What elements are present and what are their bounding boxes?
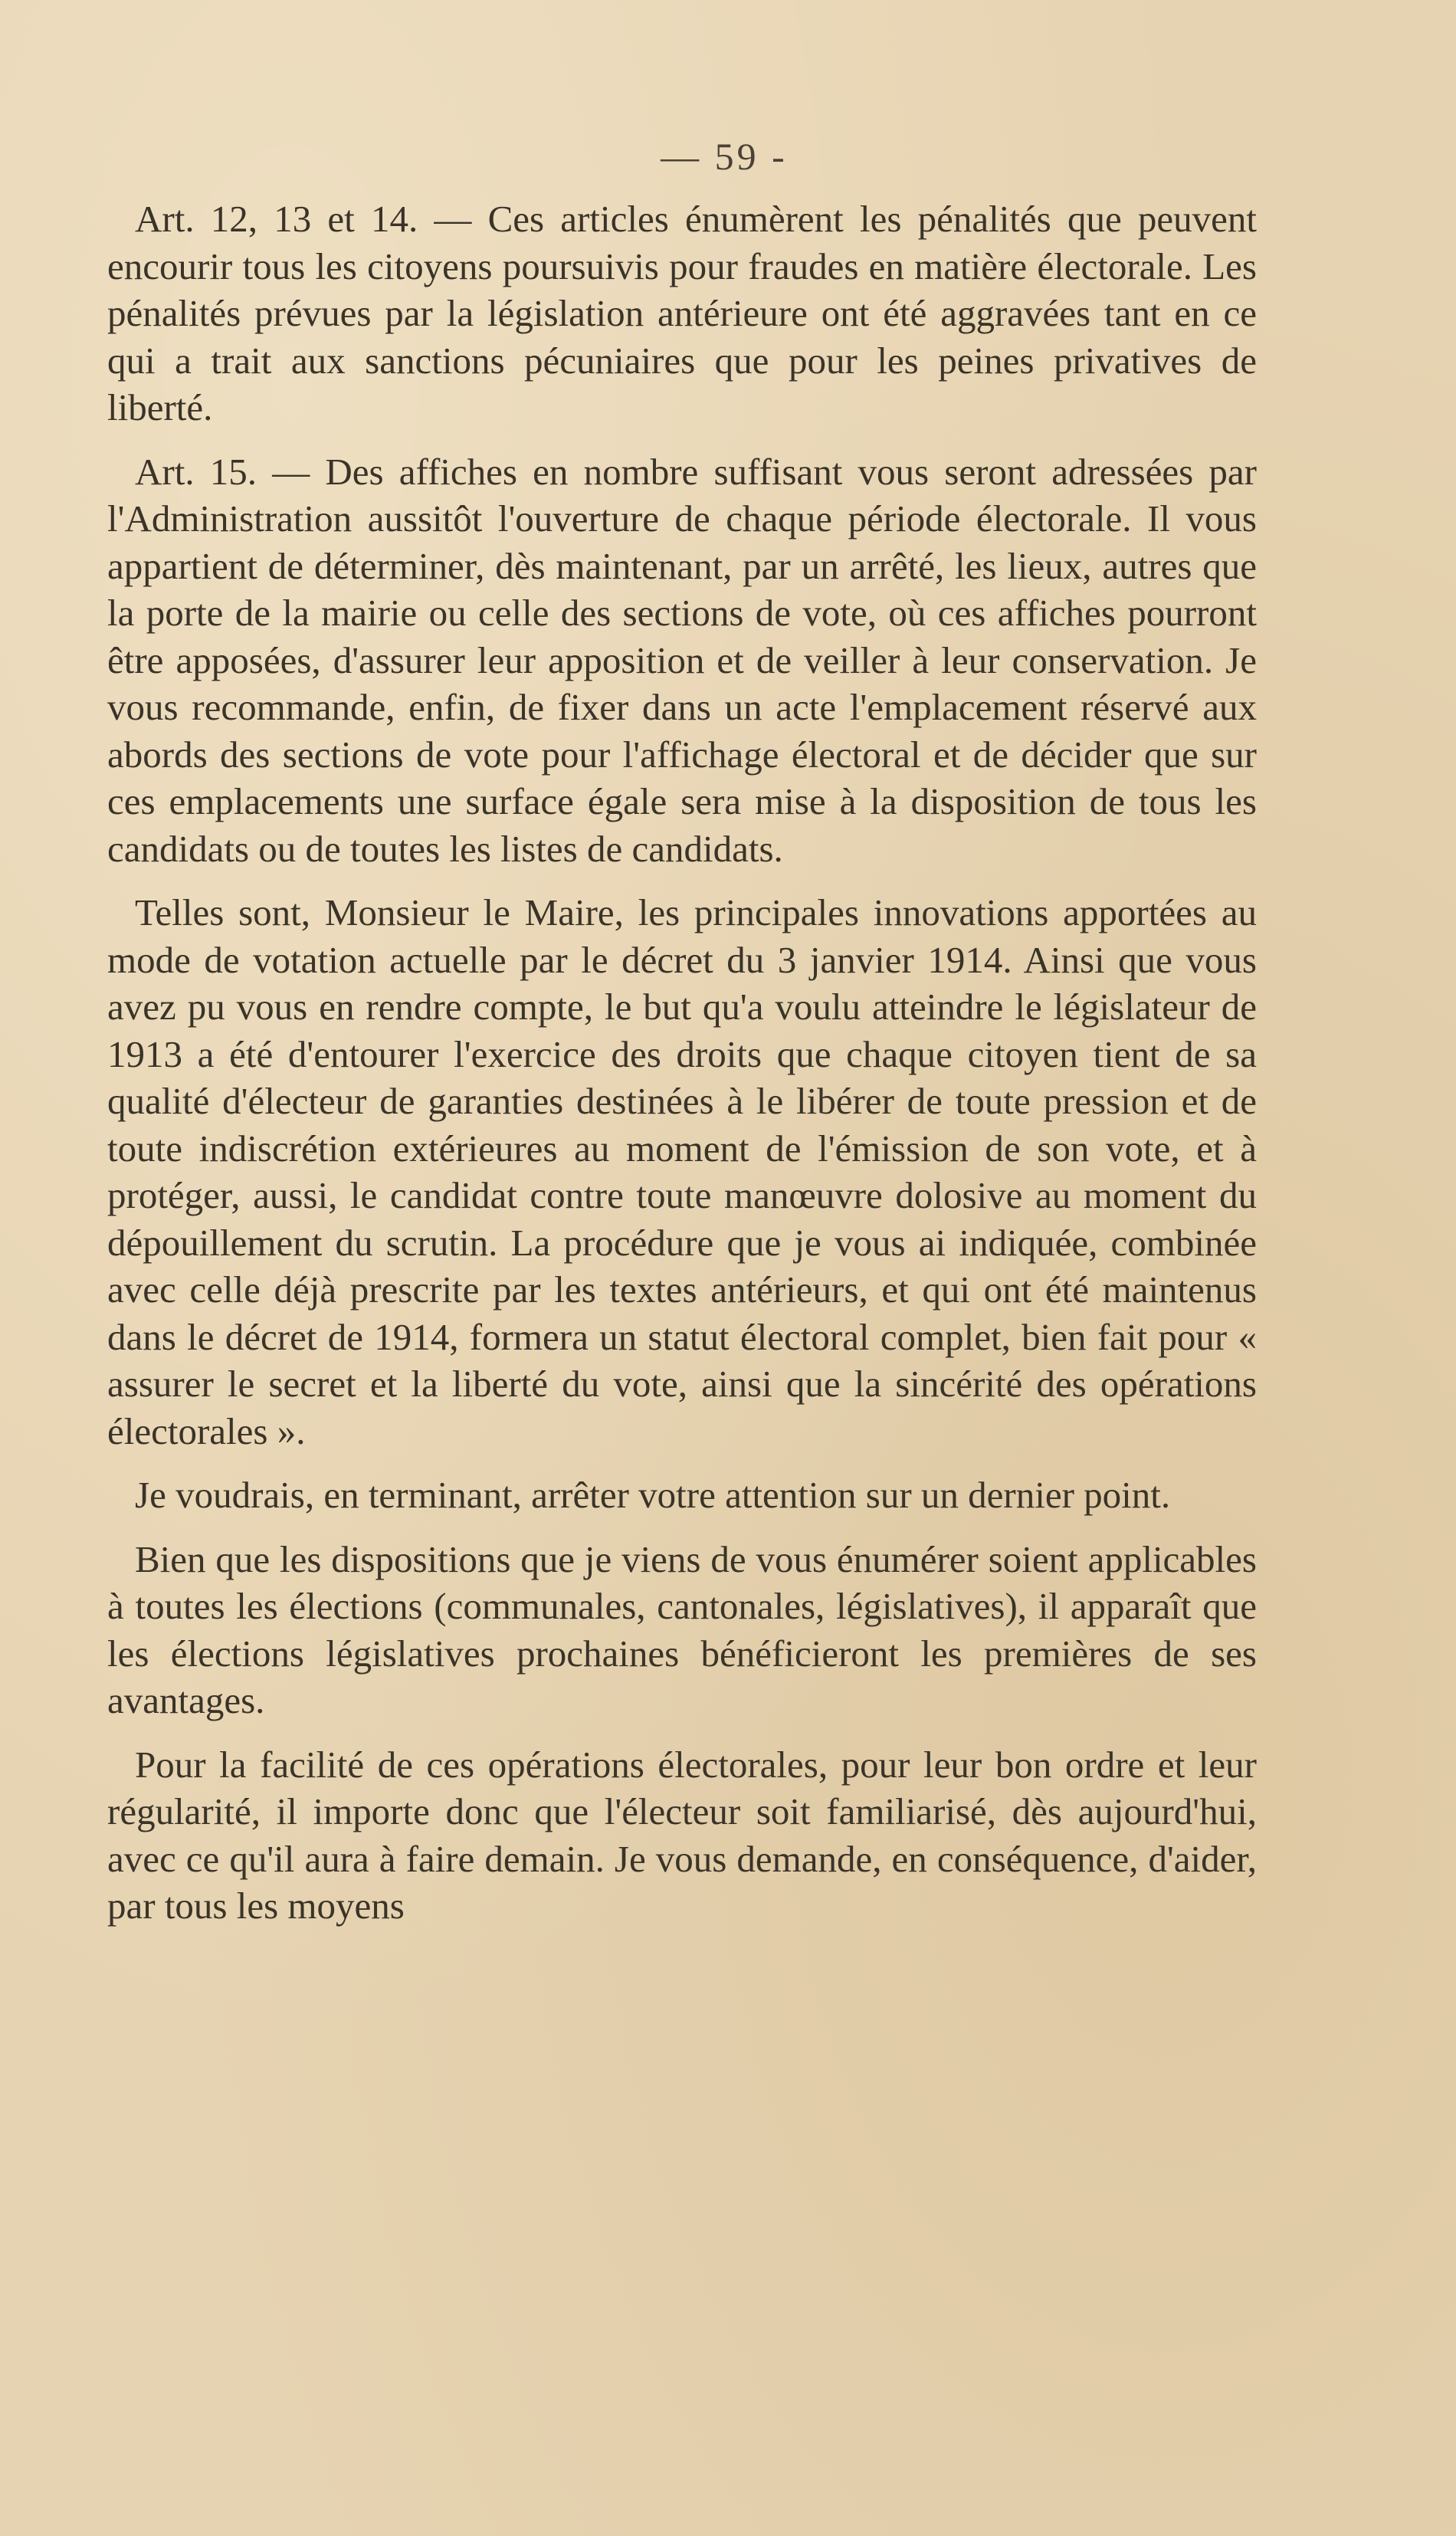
paragraph-dispositions: Bien que les dispositions que je viens de vous énumérer soient applicables à toutes les élections (communales, cantonales, législatives), il apparaît que les élections législatives prochaines bénéficieront les premières de ses avantages. [107, 1537, 1257, 1721]
paragraph-innovations: Telles sont, Monsieur le Maire, les principales innovations apportées au mode de votation actuelle par le décret du 3 janvier 1914. Ainsi que vous avez pu vous en rendre compte, le but qu'a voulu atteindre le législateur de 1913 a été d'entourer l'exercice des droits que chaque citoyen tient de sa qualité d'électeur de garanties destinées à le libérer de toute pression et de toute indiscrétion extérieures au moment de l'émission de son vote, et à protéger, aussi, le candidat contre toute manœuvre dolosive au moment du dépouillement du scrutin. La procédure que je vous ai indiquée, combinée avec celle déjà prescrite par les textes antérieurs, et qui ont été maintenus dans le décret de 1914, formera un statut électoral complet, bien fait pour « assurer le secret et la liberté du vote, ainsi que la sincérité des opérations électorales ». [107, 891, 1257, 1452]
paragraph-dernier-point: Je voudrais, en terminant, arrêter votre attention sur un dernier point. [135, 1474, 1171, 1516]
page-number: — 59 - [661, 135, 788, 178]
paragraph-facilite: Pour la facilité de ces opérations électorales, pour leur bon ordre et leur régularité, il importe donc que l'électeur soit familiarisé, dès aujourd'hui, avec ce qu'il aura à faire demain. Je vous demande, en conséquence, d'aider, par tous les moyens [107, 1743, 1257, 1927]
page-content [107, 134, 1257, 1947]
paragraph-articles-12-13-14: Art. 12, 13 et 14. — Ces articles énumèrent les pénalités que peuvent encourir tous les citoyens poursuivis pour fraudes en matière électorale. Les pénalités prévues par la législation antérieure ont été aggravées tant en ce qui a trait aux sanctions pécuniaires que pour les peines privatives de liberté. [107, 198, 1257, 428]
paragraph-article-15: Art. 15. — Des affiches en nombre suffisant vous seront adressées par l'Administration aussitôt l'ouverture de chaque période électorale. Il vous appartient de déterminer, dès maintenant, par un arrêté, les lieux, autres que la porte de la mairie ou celle des sections de vote, où ces affiches pourront être apposées, d'assurer leur apposition et de veiller à leur conservation. Je vous recommande, enfin, de fixer dans un acte l'emplacement réservé aux abords des sections de vote pour l'affichage électoral et de décider que sur ces emplacements une surface égale sera mise à la disposition de tous les candidats ou de toutes les listes de candidats. [107, 450, 1257, 870]
